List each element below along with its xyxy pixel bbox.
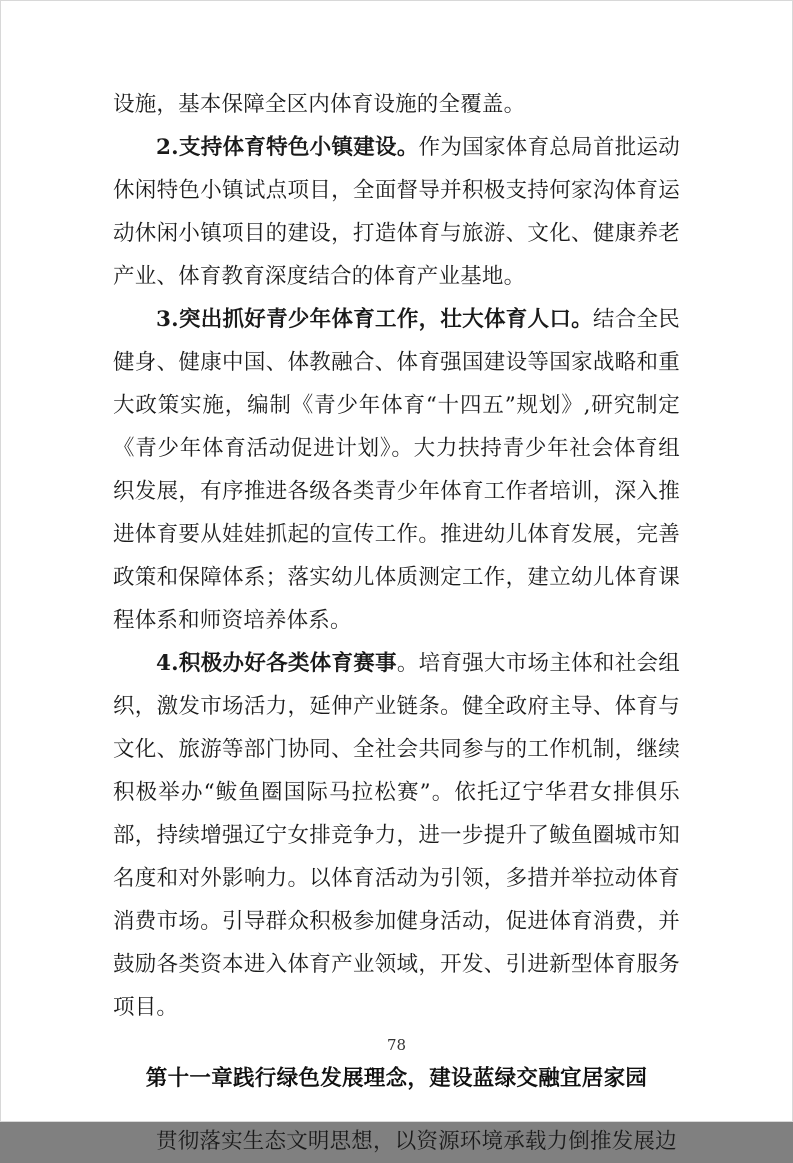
page-content [113,83,680,1163]
page-number: 78 [386,1036,407,1054]
paragraph-lead-bold: 3.突出抓好青少年体育工作，壮大体育人口。 [156,307,593,332]
heading-spacer [113,1100,680,1120]
chapter-heading: 第十一章践行绿色发展理念，建设蓝绿交融宜居家园 [145,1066,648,1091]
paragraph-text: 作为国家体育总局首批运动休闲特色小镇试点项目，全面督导并积极支持何家沟体育运动休闲小镇项目的建设，打造体育与旅游、文化、健康养老产业、体育教育深度结合的体育产业基地。 [113,135,681,289]
paragraph-closing [113,1120,680,1163]
paragraph-item-3 [113,298,680,642]
paragraph-item-2 [113,126,680,298]
paragraph-lead-bold: 4.积极办好各类体育赛事 [156,651,397,676]
paragraph-text: 设施，基本保障全区内体育设施的全覆盖。 [113,92,526,117]
paragraph-continuation [113,83,680,126]
paragraph-text: 结合全民健身、健康中国、体教融合、体育强国建设等国家战略和重大政策实施，编制《青少年体育“十四五”规划》,研究制定《青少年体育活动促进计划》。大力扶持青少年社会体育组织发展，有序推进各级各类青少年体育工作者培训，深入推进体育要从娃娃抓起的宣传工作。推进幼儿体育发展，完善政策和保障体系；落实幼儿体质测定工作，建立幼儿体育课程体系和师资培养体系。 [113,307,680,633]
paragraph-text: 。培育强大市场主体和社会组织，激发市场活力，延伸产业链条。健全政府主导、体育与文化、旅游等部门协同、全社会共同参与的工作机制，继续积极举办“鲅鱼圈国际马拉松赛”。依托辽宁华君女排俱乐部，持续增强辽宁女排竞争力，进一步提升了鲅鱼圈城市知名度和对外影响力。以体育活动为引领，多措并举拉动体育消费市场。引导群众积极参加健身活动，促进体育消费，并鼓励各类资本进入体育产业领域，开发、引进新型体育服务项目。 [113,651,680,1020]
paragraph-text: 贯彻落实生态文明思想，以资源环境承载力倒推发展边 [156,1129,677,1154]
paragraph-item-4 [113,642,680,1029]
paragraph-lead-bold: 2.支持体育特色小镇建设。 [156,135,419,160]
